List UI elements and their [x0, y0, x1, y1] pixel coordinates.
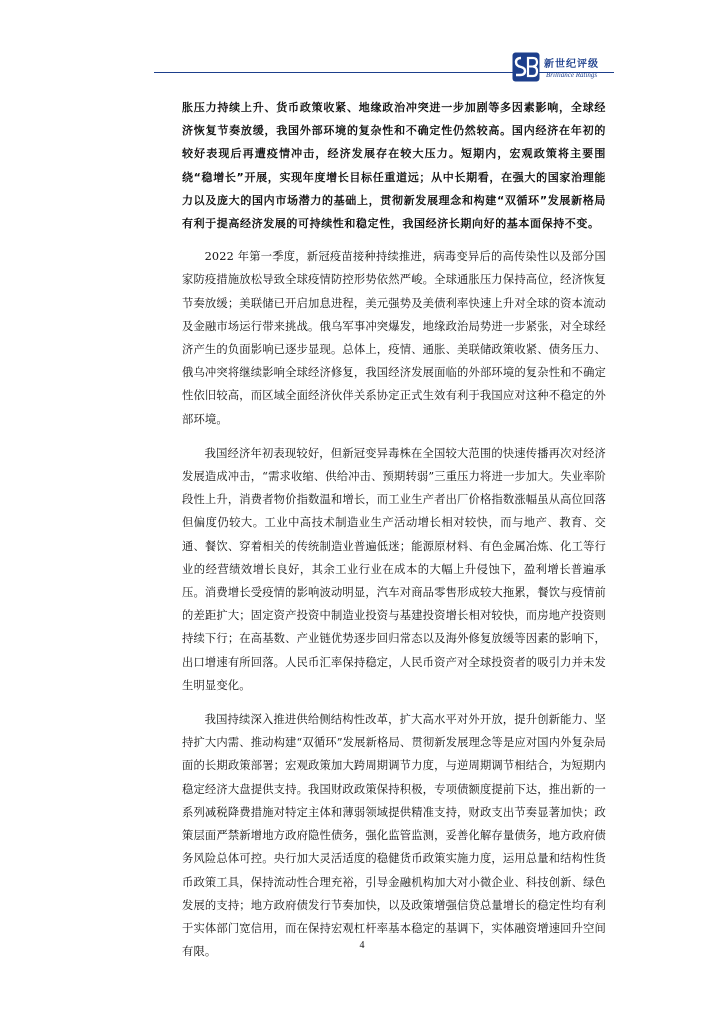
- paragraph-domestic-economy: 我国经济年初表现较好，但新冠变异毒株在全国较大范围的快速传播再次对经济发展造成冲击，“需求收缩、供给冲击、预期转弱”三重压力将进一步加大。失业率阶段性上升，消费者物价指数温和增长，而工业生产者出厂价格指数涨幅虽从高位回落但偏度仍较大。工业中高技术制造业生产活动增长相对较快，而与地产、教育、交通、餐饮、穿着相关的传统制造业普遍低迷；能源原材料、有色金属冶炼、化工等行业的经营绩效增长良好，其余工业行业在成本的大幅上升侵蚀下，盈利增长普遍承压。消费增长受疫情的影响波动明显，汽车对商品零售形成较大拖累，餐饮与疫情前的差距扩大；固定资产投资中制造业投资与基建投资增长相对较快，而房地产投资则持续下行；在高基数、产业链优势逐步回归常态以及海外修复放缓等因素的影响下，出口增速有所回落。人民币汇率保持稳定，人民币资产对全球投资者的吸引力并未发生明显变化。: [182, 446, 606, 692]
- paragraph-summary: 胀压力持续上升、货币政策收紧、地缘政治冲突进一步加剧等多因素影响，全球经济恢复节奏放缓，我国外部环境的复杂性和不确定性仍然较高。国内经济在年初的较好表现后再遭疫情冲击，经济发展存在较大压力。短期内，宏观政策将主要围绕“稳增长”开展，实现年度增长目标任重道远；从中长期看，在强大的国家治理能力以及庞大的国内市场潜力的基础上，贯彻新发展理念和构建“双循环”发展新格局有利于提高经济发展的可持续性和稳定性，我国经济长期向好的基本面保持不变。: [182, 101, 606, 231]
- logo-english-name: Brilliance Ratings: [546, 71, 598, 79]
- logo-chinese-name: 新世纪评级: [544, 59, 599, 70]
- page-number: 4: [359, 940, 365, 951]
- paragraph-global-economy: 2022 年第一季度，新冠疫苗接种持续推进，病毒变异后的高传染性以及部分国家防疫措施放松导致全球疫情防控形势依然严峻。全球通胀压力保持高位，经济恢复节奏放缓；美联储已开启加息进程，美元强势及美债利率快速上升对全球的资本流动及金融市场运行带来挑战。俄乌军事冲突爆发，地缘政治局势进一步紧张，对全球经济产生的负面影响已逐步显现。总体上，疫情、通胀、美联储政策收紧、债务压力、俄乌冲突将继续影响全球经济修复，我国经济发展面临的外部环境的复杂性和不确定性依旧较高，而区域全面经济伙伴关系协定正式生效有利于我国应对这种不稳定的外部环境。: [182, 250, 606, 426]
- document-body: [182, 96, 606, 963]
- paragraph-policy: 我国持续深入推进供给侧结构性改革，扩大高水平对外开放，提升创新能力、坚持扩大内需、推动构建“双循环”发展新格局、贯彻新发展理念等是应对国内外复杂局面的长期政策部署；宏观政策加大跨周期调节力度，与逆周期调节相结合，为短期内稳定经济大盘提供支持。我国财政政策保持积极，专项债额度提前下达，推出新的一系列减税降费措施对特定主体和薄弱领域提供精准支持，财政支出节奏显著加快；政策层面严禁新增地方政府隐性债务，强化监管监测，妥善化解存量债务，地方政府债务风险总体可控。央行加大灵活适度的稳健货币政策实施力度，运用总量和结构性货币政策工具，保持流动性合理充裕，引导金融机构加大对小微企业、科技创新、绿色发展的支持；地方政府债发行节奏加快，以及政策增强信贷总量增长的稳定性均有利于实体部门宽信用，而在保持宏观杠杆率基本稳定的基调下，实体融资增速回升空间有限。: [182, 713, 606, 959]
- brand-logo: [512, 52, 622, 84]
- logo-mark-icon: [512, 52, 540, 82]
